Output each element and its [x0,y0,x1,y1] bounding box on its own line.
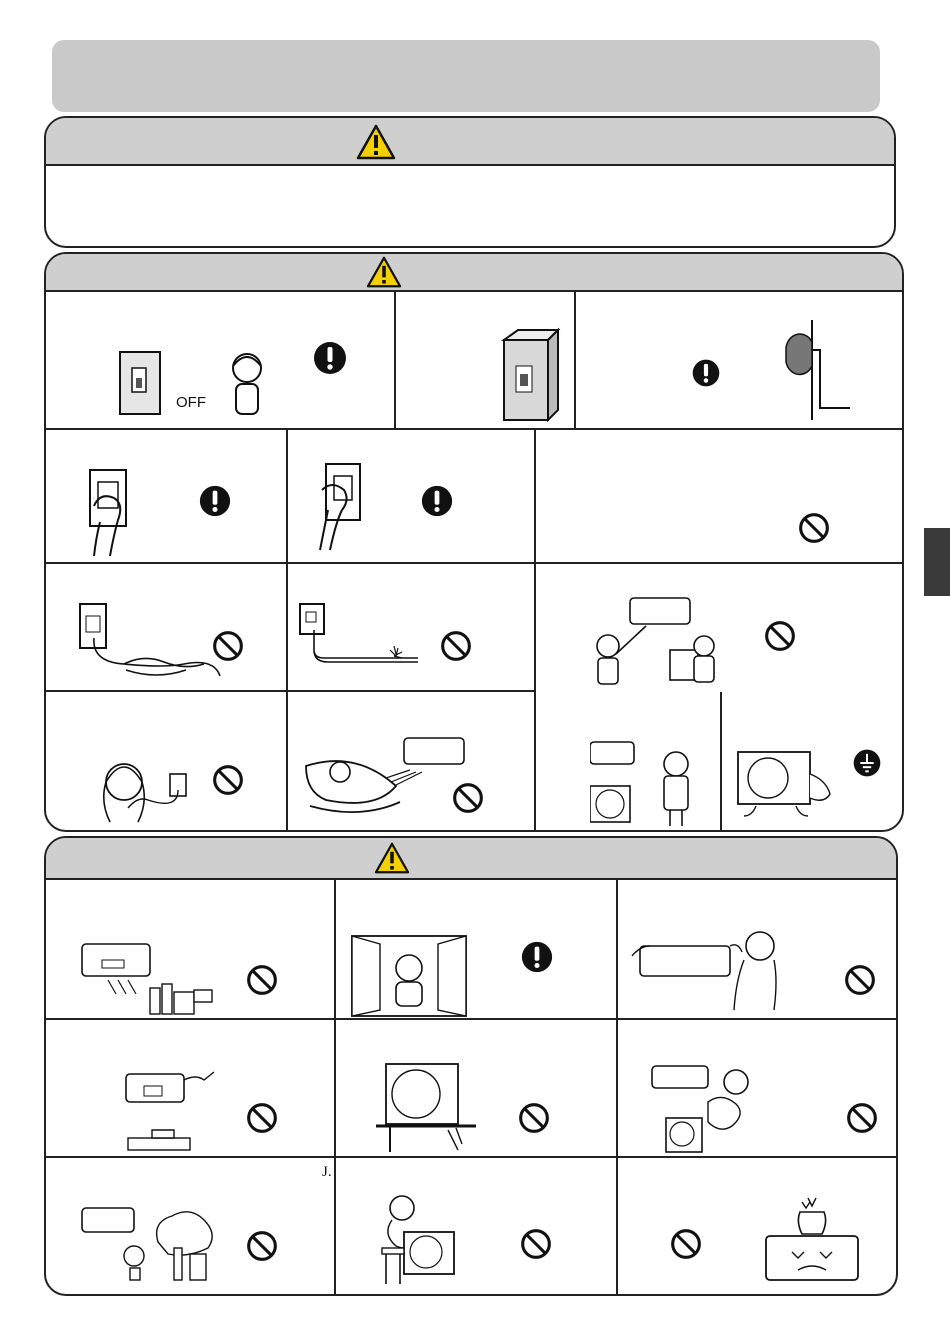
caution-panel-header [46,838,896,880]
warning-panel [44,252,904,832]
notice-panel-header [46,118,894,166]
switch-off-label: OFF [176,394,206,411]
hand-plug-illustration [80,466,140,558]
warning-cell-switch-off [46,292,396,430]
children-poking-unit-illustration [586,594,726,692]
caution-cell-no-plants-near [618,1020,896,1158]
warning-cell-plug-in [46,430,288,564]
girl-open-window-illustration [350,934,468,1018]
warning-cell-poke-unit [536,564,902,692]
mandatory-icon [198,484,232,518]
caution-cell-no-clean-wet [618,880,896,1020]
prohibited-icon [764,620,796,652]
hand-near-stove-illustration [124,1070,234,1154]
warning-triangle-icon [356,124,396,160]
girl-plant-outdoor-illustration [648,1062,758,1156]
prohibited-icon [846,1102,878,1134]
prohibited-icon [212,764,244,796]
prohibited-icon [246,964,278,996]
caution-cell-no-vase-top [618,1158,896,1294]
warning-cell-plug-out [288,430,536,564]
prohibited-icon [246,1230,278,1262]
kid-hand-outdoor-unit-illustration [590,738,706,828]
prohibited-icon [518,1102,550,1134]
prohibited-icon [844,964,876,996]
child-figure-illustration [224,348,270,420]
section-side-tab [924,528,950,596]
sparking-cord-illustration [298,600,428,670]
page-title-bar [52,40,880,112]
warning-triangle-icon [374,842,410,874]
hand-unplug-illustration [312,460,372,554]
unit-plants-illustration [78,1202,218,1284]
caution-cell-no-plants-wind [46,1158,336,1294]
prohibited-icon [520,1228,552,1260]
prohibited-icon [670,1228,702,1260]
notice-panel [44,116,896,248]
warning-cell-earthing [722,692,902,830]
warning-cell-damaged-cord [288,564,536,692]
prohibited-icon [452,782,484,814]
breaker-box-illustration [500,326,564,424]
mandatory-icon [691,358,721,388]
warning-cell-drain-pipe [576,292,902,430]
warning-cell-direct-wind [288,692,536,830]
caution-cell-ventilate [336,880,618,1020]
vase-on-unit-illustration [762,1194,862,1286]
warning-cell-pull-cord [46,692,288,830]
girl-pulling-cord-illustration [96,756,192,828]
outdoor-unit-earth-illustration [736,744,836,820]
caution-cell-no-climb [336,1158,618,1294]
warning-cell-cord-bundle [46,564,288,692]
warning-cell-hand-in-outlet [536,692,722,830]
cat-on-unit-illustration [376,1192,462,1286]
warning-triangle-icon [366,256,402,288]
mandatory-icon [312,340,348,376]
caution-cell-no-food-storage [46,880,336,1020]
caution-panel [44,836,898,1296]
warning-panel-header [46,254,902,292]
wall-pipe-illustration [774,320,884,420]
tangled-cord-illustration [72,598,222,688]
stray-mark: J. [322,1164,332,1180]
warning-cell-blank-prohibit [536,430,902,564]
mandatory-icon [520,940,554,974]
girl-cleaning-unit-illustration [630,926,780,1016]
warning-cell-breaker [396,292,576,430]
breaker-switch-illustration [116,348,166,420]
ground-icon [852,748,882,778]
caution-cell-no-hand-inlet [46,1020,336,1158]
caution-cell-no-weak-stand [336,1020,618,1158]
prohibited-icon [798,512,830,544]
mandatory-icon [420,484,454,518]
unit-with-bottles-illustration [78,940,218,1018]
prohibited-icon [246,1102,278,1134]
prohibited-icon [440,630,472,662]
outdoor-unit-stand-illustration [376,1060,476,1154]
prohibited-icon [212,630,244,662]
